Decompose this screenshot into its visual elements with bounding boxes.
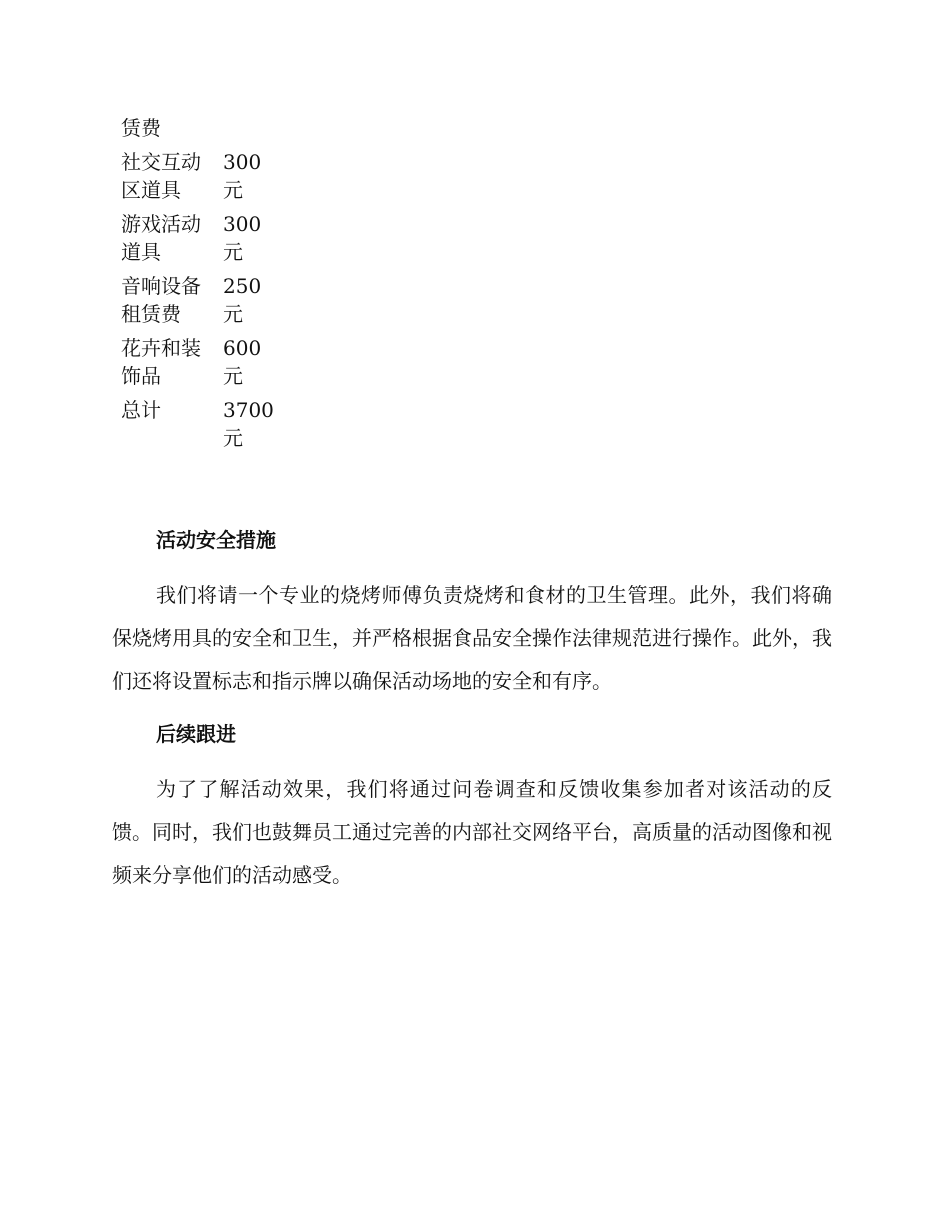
budget-cost-cell: 300 元 [223,150,262,202]
budget-item-cell: 赁费 [121,116,161,140]
followup-section-heading-block [112,720,832,748]
budget-table [121,114,274,458]
safety-paragraph: 我们将请一个专业的烧烤师傅负责烧烤和食材的卫生管理。此外，我们将确保烧烤用具的安全和卫生，并严格根据食品安全操作法律规范进行操作。此外，我们还将设置标志和指示牌以确保活动场地的安全和有序。 [112,583,832,693]
followup-heading: 后续跟进 [156,722,236,746]
safety-heading: 活动安全措施 [156,528,276,552]
budget-cost-cell [223,114,274,148]
budget-item-cell: 游戏活动道具 [121,212,201,264]
table-row [121,148,274,210]
budget-item-cell: 社交互动区道具 [121,150,201,202]
table-row [121,396,274,458]
table-row [121,210,274,272]
budget-item-cell: 花卉和装饰品 [121,336,201,388]
budget-cost-cell: 600 元 [223,336,262,388]
followup-section-body [112,768,832,897]
budget-item-cell: 音响设备租赁费 [121,274,201,326]
budget-cost-cell: 3700 元 [223,398,274,450]
table-row [121,334,274,396]
safety-section-heading-block [112,526,832,554]
budget-cost-cell: 250 元 [223,274,262,326]
budget-cost-cell: 300 元 [223,212,262,264]
budget-item-cell: 总计 [121,398,161,422]
table-row [121,272,274,334]
safety-section-body [112,574,832,703]
followup-paragraph: 为了了解活动效果，我们将通过问卷调查和反馈收集参加者对该活动的反馈。同时，我们也鼓舞员工通过完善的内部社交网络平台，高质量的活动图像和视频来分享他们的活动感受。 [112,777,832,887]
table-row [121,114,274,148]
